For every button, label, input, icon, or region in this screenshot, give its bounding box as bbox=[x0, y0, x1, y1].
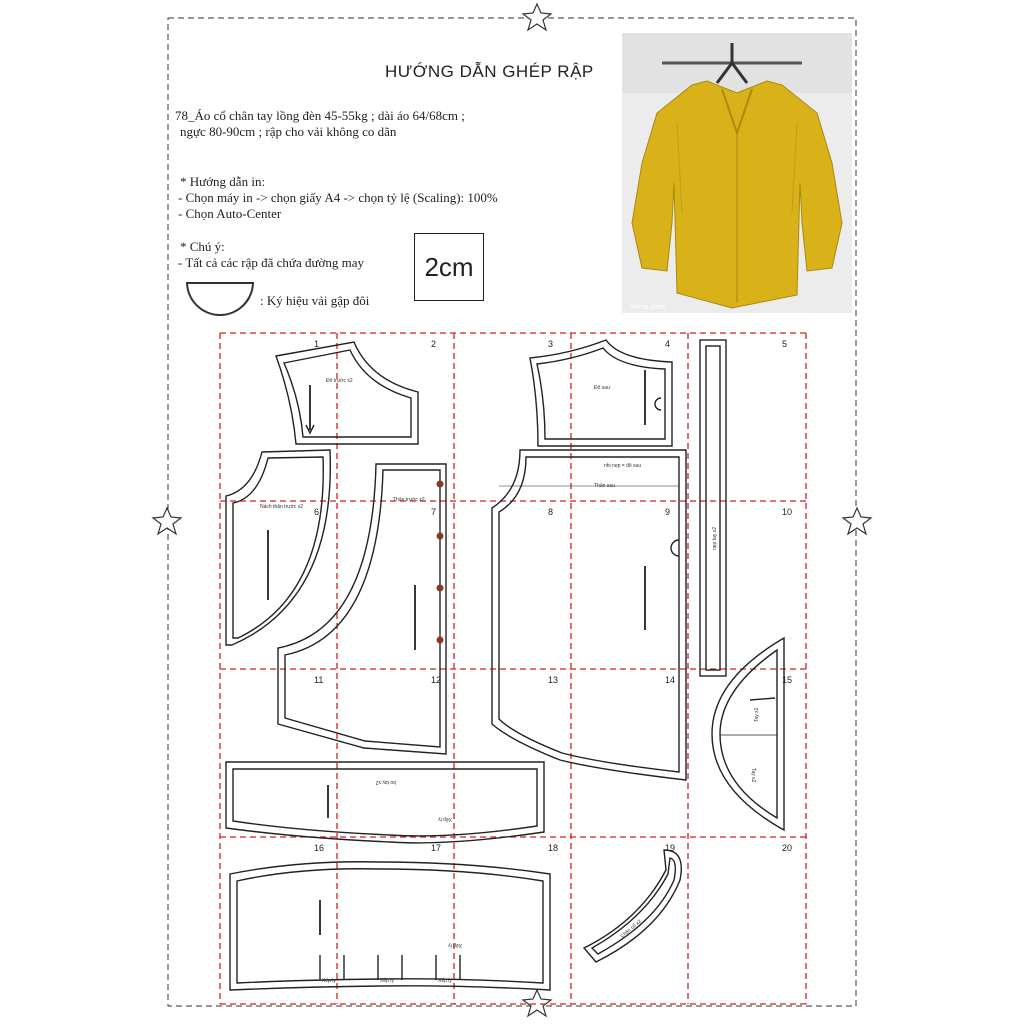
cuff-band-piece bbox=[226, 762, 544, 843]
front-center-piece bbox=[278, 464, 446, 754]
scale-label: 2cm bbox=[424, 251, 474, 282]
page-number: 10 bbox=[782, 507, 793, 517]
label-sleeve-top: Tay x2 bbox=[754, 707, 760, 722]
label-collar: Chân cổ x2 bbox=[619, 918, 643, 940]
page-number: 1 bbox=[314, 339, 320, 349]
page-number: 14 bbox=[665, 675, 676, 685]
front-shoulder-piece bbox=[276, 342, 418, 444]
back-shoulder-piece bbox=[530, 340, 672, 446]
label-back-shoulder: Đô sau bbox=[594, 385, 610, 391]
label-front-center: Thân trước x2 bbox=[393, 497, 425, 503]
page-number: 2 bbox=[431, 339, 437, 349]
svg-text:Xoma store: Xoma store bbox=[630, 304, 666, 311]
back-body-piece bbox=[492, 450, 686, 780]
page-number: 18 bbox=[548, 843, 559, 853]
label-cuff-pleat: Xếp ly bbox=[438, 816, 452, 822]
page-number: 20 bbox=[782, 843, 793, 853]
label-front-side: Nách thân trước x2 bbox=[260, 504, 304, 510]
page-number: 7 bbox=[431, 507, 437, 517]
print-guide-step-1: - Chọn máy in -> chọn giấy A4 -> chọn tỷ lệ (Scaling): 100% bbox=[178, 190, 498, 205]
page-number: 9 bbox=[665, 507, 671, 517]
hem-band-piece bbox=[230, 862, 550, 990]
page-number: 16 bbox=[314, 843, 325, 853]
page-number: 3 bbox=[548, 339, 554, 349]
note-line-1: - Tất cả các rập đã chứa đường may bbox=[178, 255, 365, 270]
page-border bbox=[168, 18, 856, 1006]
description-line-1: 78_Áo cổ chân tay lồng đèn 45-55kg ; dài áo 64/68cm ; bbox=[175, 108, 465, 123]
label-front-shoulder: Đô trước x2 bbox=[326, 378, 353, 384]
placket-strip-piece bbox=[700, 340, 726, 676]
page-number: 15 bbox=[782, 675, 793, 685]
page-number: 12 bbox=[431, 675, 442, 685]
label-hem-pleat: Xếp ly bbox=[448, 942, 462, 948]
label-hem-pleat-2: Xếp ly bbox=[380, 978, 394, 984]
label-hem-pleat-1: Xếp ly bbox=[322, 978, 336, 984]
page-number: 19 bbox=[665, 843, 676, 853]
note-heading: * Chú ý: bbox=[180, 239, 225, 254]
print-grid bbox=[220, 333, 806, 1004]
page-number: 17 bbox=[431, 843, 442, 853]
page-number: 13 bbox=[548, 675, 559, 685]
print-guide-step-2: - Chọn Auto-Center bbox=[178, 206, 282, 221]
front-side-piece bbox=[226, 450, 330, 645]
label-back-body-top: nhi nẹp = đô sau bbox=[604, 463, 642, 469]
sleeve-cap-piece bbox=[712, 638, 784, 830]
print-guide-heading: * Hướng dẫn in: bbox=[180, 174, 266, 189]
registration-star-icon bbox=[153, 4, 871, 1016]
label-back-body: Thân sau bbox=[594, 483, 615, 489]
page-number: 11 bbox=[314, 675, 324, 685]
label-sleeve-bottom: Tay x2 bbox=[750, 768, 756, 783]
collar-piece bbox=[584, 850, 681, 962]
fold-symbol-label: : Ký hiệu vải gập đôi bbox=[260, 293, 370, 308]
page-title: HƯỚNG DẪN GHÉP RẬP bbox=[385, 62, 594, 81]
label-cuff-band: bo tay x2 bbox=[375, 779, 396, 785]
page-number: 6 bbox=[314, 507, 320, 517]
page-number: 8 bbox=[548, 507, 554, 517]
label-hem-pleat-3: Xếp ly bbox=[438, 978, 452, 984]
label-placket: nẹp tay x2 bbox=[712, 526, 718, 550]
page-number: 5 bbox=[782, 339, 788, 349]
page-number: 4 bbox=[665, 339, 671, 349]
description-line-2: ngực 80-90cm ; rập cho vải không co dãn bbox=[180, 124, 397, 139]
